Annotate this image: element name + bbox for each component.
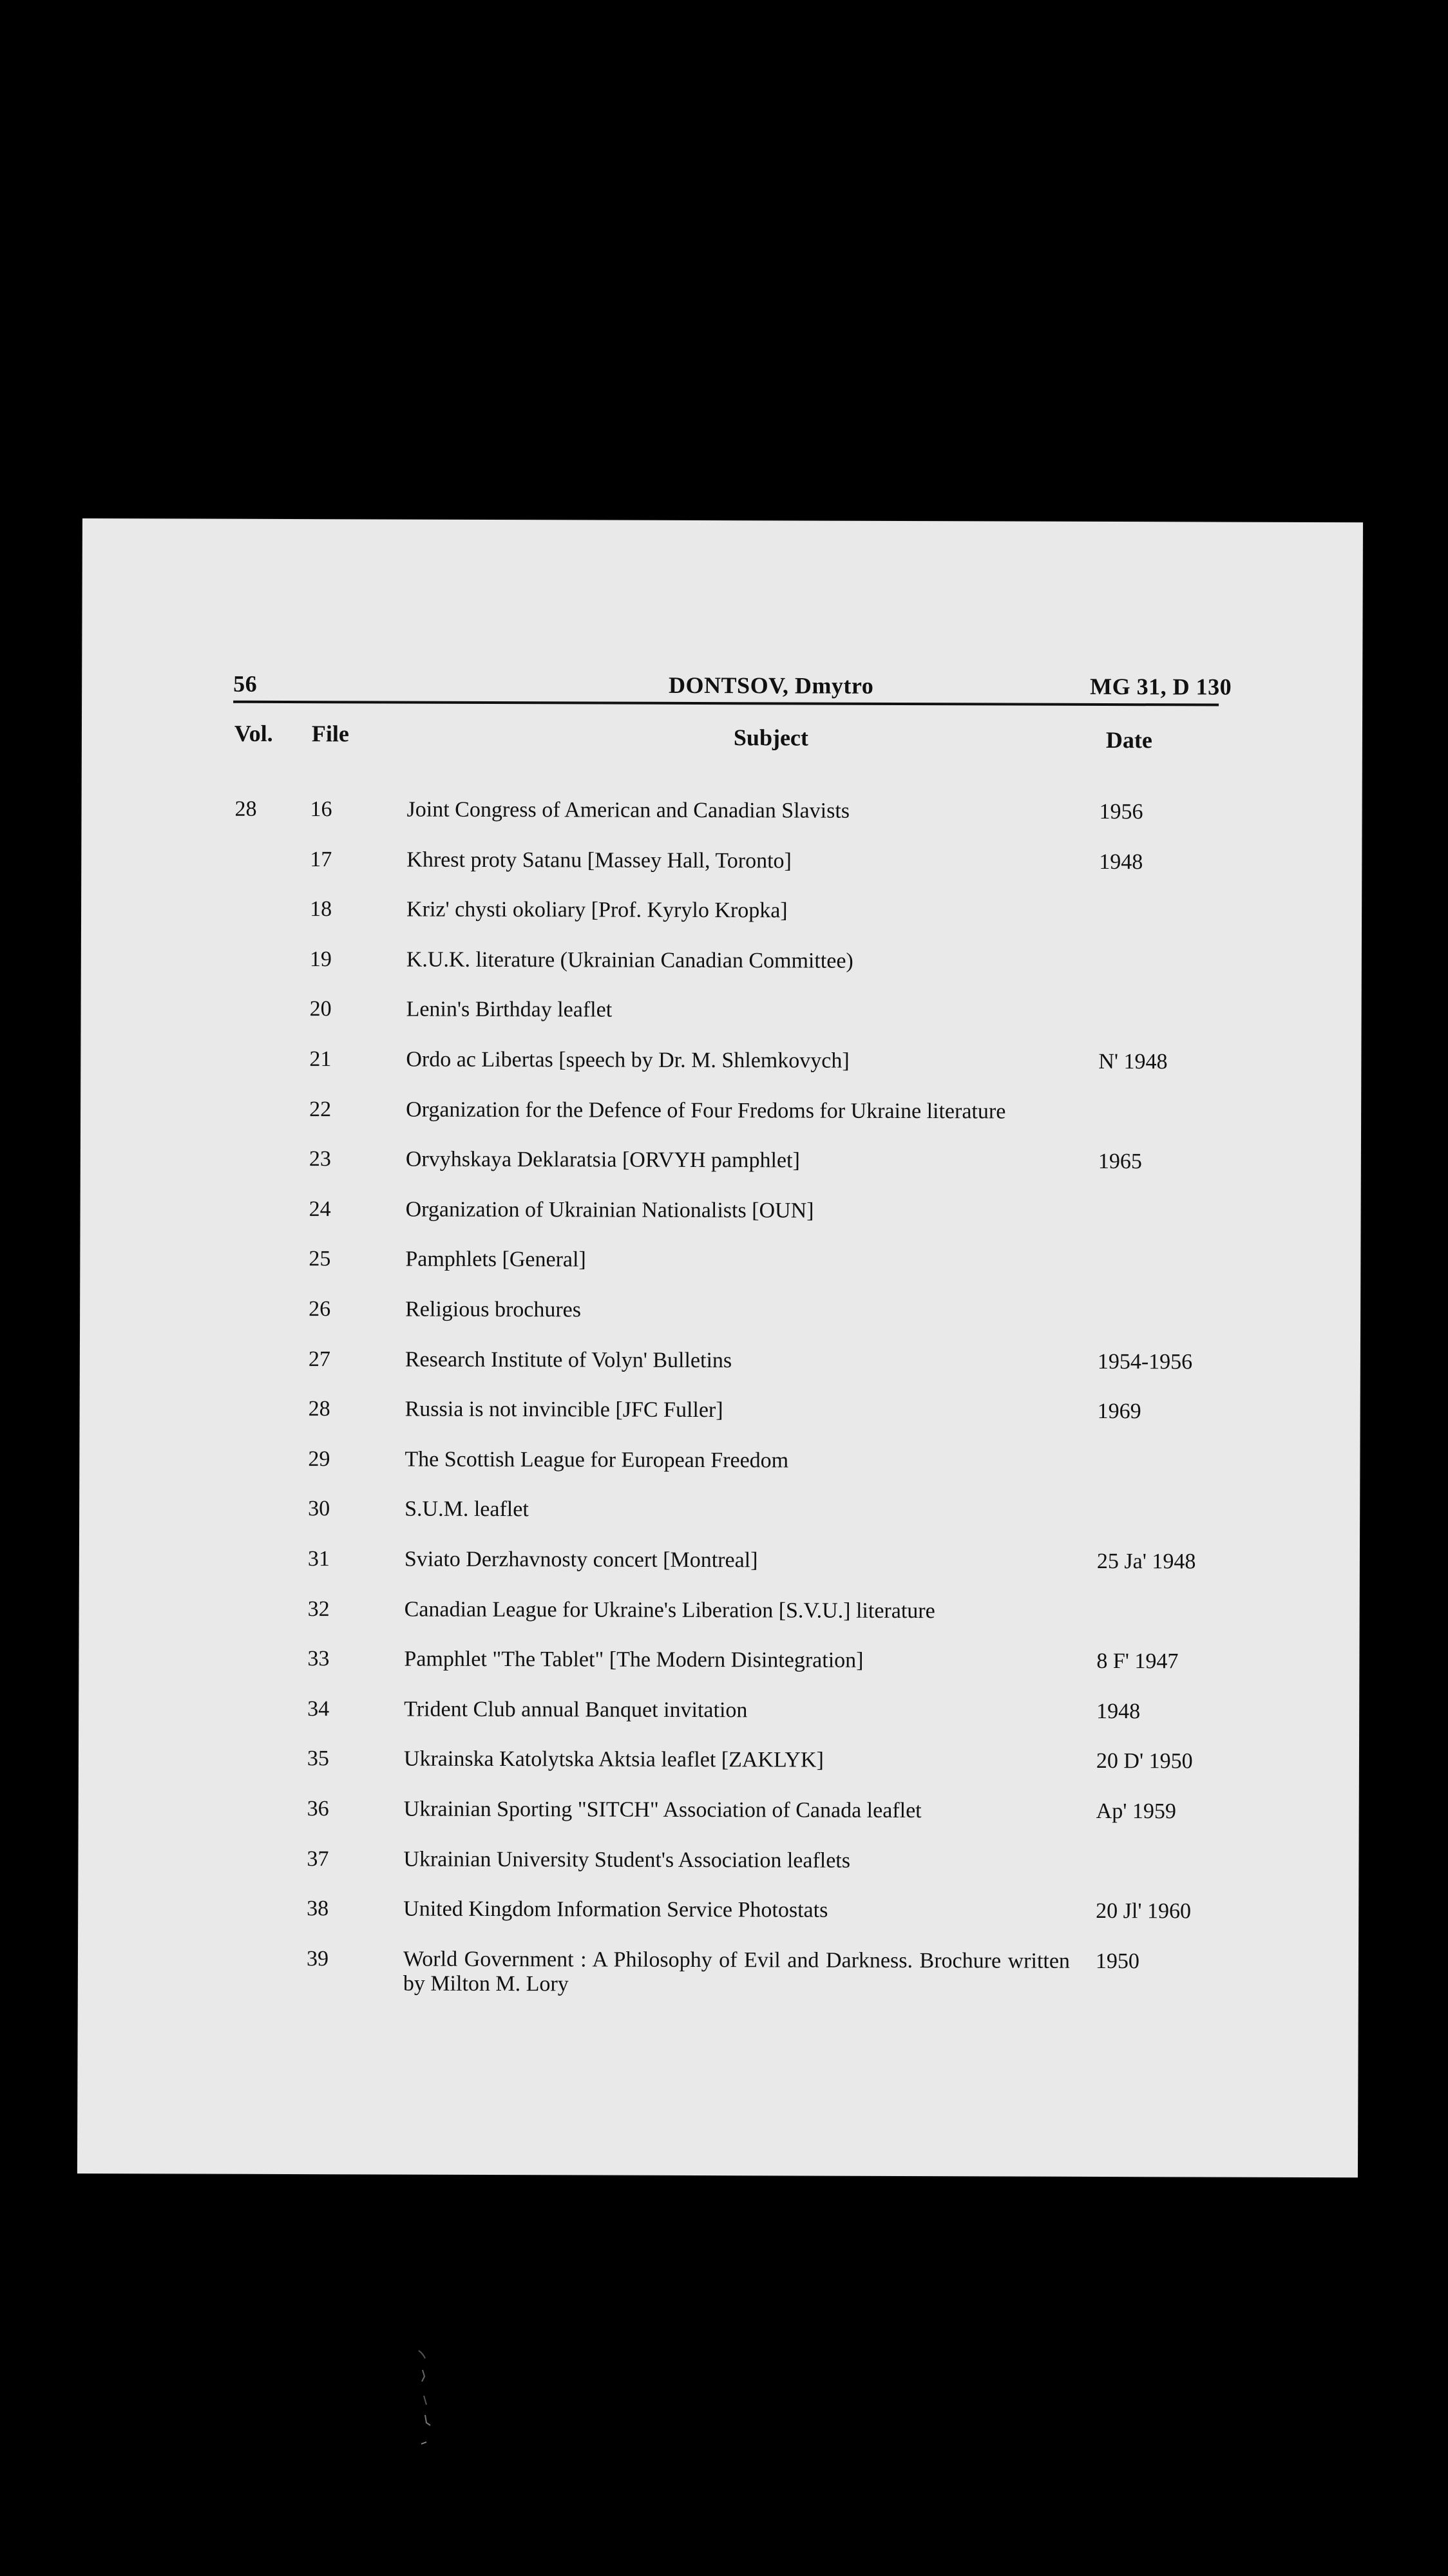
row-date: Ap' 1959: [1096, 1799, 1176, 1824]
row-file: 24: [309, 1197, 331, 1222]
page-number: 56: [233, 670, 258, 697]
row-subject: Pamphlet "The Tablet" [The Modern Disintegration]: [404, 1647, 864, 1672]
row-subject: Canadian League for Ukraine's Liberation [S.V.U.] literature: [404, 1597, 935, 1624]
column-header-subject: Subject: [733, 724, 808, 751]
table-row: [79, 1696, 1359, 1724]
row-file: 26: [309, 1297, 331, 1321]
row-subject: Trident Club annual Banquet invitation: [404, 1697, 748, 1723]
table-row: [79, 1446, 1360, 1473]
row-file: 38: [307, 1897, 329, 1921]
table-row: [79, 1546, 1360, 1574]
row-file: 25: [309, 1247, 331, 1271]
row-subject: Khrest proty Satanu [Massey Hall, Toronto]: [406, 848, 792, 873]
row-subject: Orvyhskaya Deklaratsia [ORVYH pamphlet]: [405, 1147, 800, 1173]
row-date: 1954-1956: [1097, 1349, 1193, 1374]
row-file: 18: [310, 897, 332, 922]
row-file: 36: [307, 1797, 329, 1821]
row-file: 37: [307, 1847, 329, 1871]
table-row: [81, 847, 1362, 875]
document-page: [77, 518, 1363, 2177]
table-row: [79, 1596, 1360, 1624]
row-subject: Joint Congress of American and Canadian Slavists: [406, 797, 850, 823]
row-subject: Ukrainska Katolytska Aktsia leaflet [ZAKLYK]: [403, 1747, 824, 1772]
row-date: 1950: [1095, 1949, 1140, 1974]
row-file: 33: [307, 1647, 330, 1671]
table-row: [80, 1396, 1360, 1424]
row-subject: Ukrainian Sporting "SITCH" Association of Canada leaflet: [403, 1797, 922, 1823]
table-row: [79, 1746, 1359, 1774]
table-row: [81, 1146, 1361, 1174]
row-subject: Ordo ac Libertas [speech by Dr. M. Shlemkovych]: [406, 1047, 850, 1073]
table-row: [79, 1496, 1360, 1522]
table-row: [79, 1846, 1359, 1873]
row-subject: Organization for the Defence of Four Fredoms for Ukraine literature: [406, 1097, 1006, 1124]
row-date: 20 D' 1950: [1096, 1748, 1193, 1774]
row-file: 29: [308, 1447, 330, 1472]
column-header-vol: Vol.: [234, 720, 273, 746]
row-subject: Pamphlets [General]: [405, 1247, 586, 1272]
table-row: [82, 797, 1362, 824]
row-file: 35: [307, 1747, 330, 1771]
table-row: [81, 996, 1362, 1022]
row-file: 19: [309, 947, 332, 972]
row-subject: Organization of Ukrainian Nationalists [OUN]: [405, 1197, 814, 1223]
row-file: 32: [307, 1597, 330, 1622]
column-header-file: File: [311, 721, 349, 747]
table-row: [81, 1097, 1361, 1124]
row-subject: Research Institute of Volyn' Bulletins: [405, 1347, 732, 1373]
row-subject: Ukrainian University Student's Association leaflets: [403, 1847, 851, 1873]
table-row: [81, 896, 1362, 923]
table-row: [79, 1796, 1359, 1824]
row-subject: The Scottish League for European Freedom: [405, 1447, 789, 1473]
row-file: 17: [310, 848, 332, 872]
row-file: 28: [308, 1397, 330, 1421]
row-vol: 28: [234, 797, 257, 821]
row-date: 8 F' 1947: [1096, 1649, 1179, 1674]
row-file: 22: [309, 1097, 332, 1122]
archive-reference: MG 31, D 130: [1090, 673, 1232, 700]
row-subject: Religious brochures: [405, 1297, 582, 1322]
row-file: 27: [308, 1347, 330, 1372]
row-file: 30: [308, 1497, 330, 1521]
row-date: 1965: [1098, 1149, 1142, 1174]
row-file: 20: [309, 997, 332, 1021]
row-file: 34: [307, 1697, 330, 1721]
page-title: DONTSOV, Dmytro: [669, 672, 874, 699]
table-row: [79, 1646, 1359, 1674]
row-file: 23: [309, 1147, 331, 1171]
row-date: 20 Jl' 1960: [1096, 1899, 1192, 1924]
document-body: [77, 518, 1363, 2177]
row-file: 16: [310, 797, 332, 822]
row-date: 1956: [1099, 799, 1143, 824]
row-subject: Sviato Derzhavnosty concert [Montreal]: [404, 1547, 758, 1573]
row-file: 21: [309, 1047, 332, 1072]
column-header-date: Date: [1105, 726, 1152, 753]
row-subject: K.U.K. literature (Ukrainian Canadian Committee): [406, 947, 853, 973]
row-subject: World Government : A Philosophy of Evil and Darkness. Brochure written by Milton M. Lory: [403, 1947, 1071, 1996]
table-row: [81, 1046, 1361, 1074]
header-rule: [233, 701, 1219, 706]
row-date: 25 Ja' 1948: [1096, 1549, 1196, 1574]
row-file: 31: [307, 1547, 330, 1571]
table-row: [80, 1246, 1360, 1272]
table-row: [78, 1946, 1358, 1996]
scan-artifact: [386, 2312, 464, 2467]
row-subject: S.U.M. leaflet: [405, 1497, 529, 1522]
row-date: 1969: [1097, 1399, 1141, 1424]
row-subject: Russia is not invincible [JFC Fuller]: [405, 1397, 723, 1423]
table-row: [78, 1896, 1358, 1924]
row-date: 1948: [1096, 1699, 1141, 1724]
row-subject: United Kingdom Information Service Photostats: [403, 1897, 828, 1922]
row-date: N' 1948: [1098, 1049, 1168, 1074]
row-file: 39: [306, 1947, 329, 1971]
table-row: [81, 1197, 1361, 1223]
table-row: [80, 1296, 1360, 1322]
row-date: 1948: [1099, 849, 1143, 875]
row-subject: Lenin's Birthday leaflet: [406, 997, 613, 1022]
table-row: [81, 947, 1362, 973]
row-subject: Kriz' chysti okoliary [Prof. Kyrylo Kropka]: [406, 897, 788, 923]
table-row: [80, 1347, 1360, 1374]
